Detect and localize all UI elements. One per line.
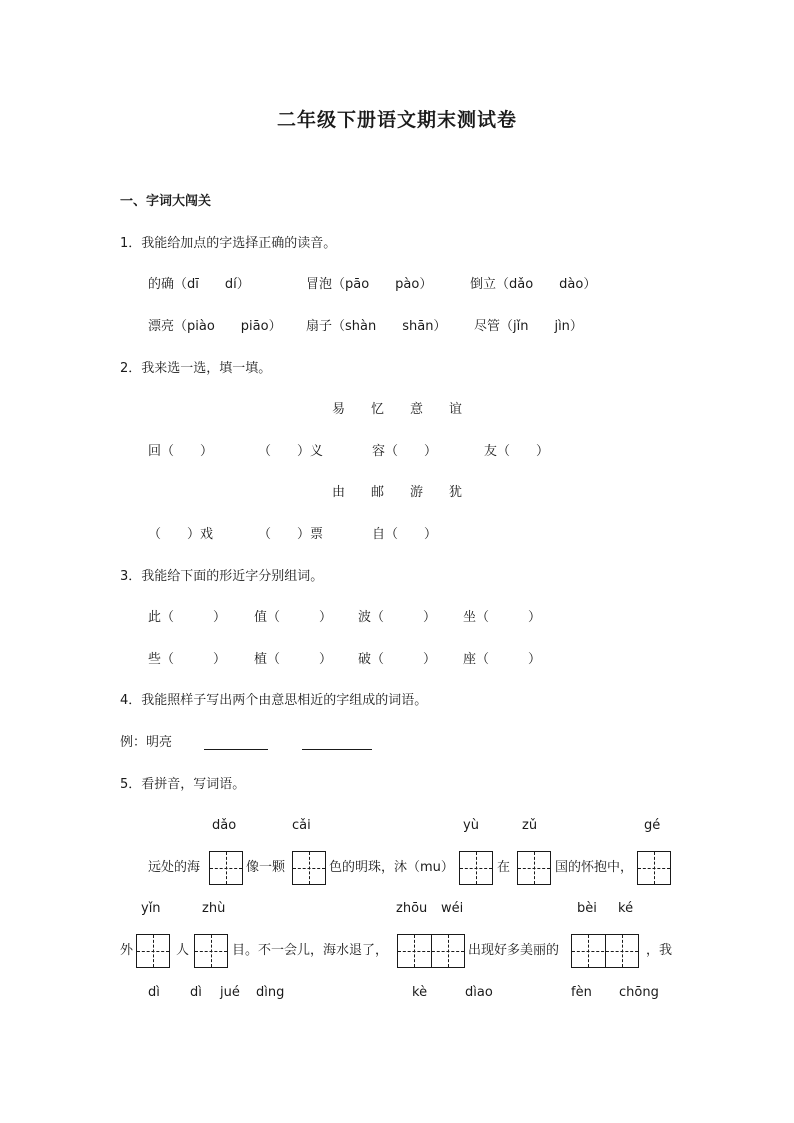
pinyin-label: zhù — [202, 901, 226, 916]
q1-option: 倒立（dǎo dào） — [470, 277, 597, 292]
pinyin-label: yǐn — [141, 901, 161, 916]
pinyin-label: kè — [412, 985, 428, 1000]
pinyin-label: dìao — [465, 985, 493, 1000]
answer-blank[interactable] — [204, 749, 268, 750]
pinyin-label: dì — [148, 985, 160, 1000]
question-1-prompt: 1．我能给加点的字选择正确的读音。 — [120, 236, 337, 251]
passage-text: 远处的海 — [148, 860, 201, 875]
question-5-prompt: 5．看拼音，写词语。 — [120, 777, 246, 792]
q2-fill-item: 回（ ） — [148, 444, 214, 459]
writing-grid-box[interactable] — [136, 934, 170, 968]
q2-fill-item: 自（ ） — [372, 527, 438, 542]
passage-text: 目。不一会儿，海水退了， — [232, 943, 389, 958]
pinyin-label: cǎi — [292, 818, 311, 833]
passage-text: 出现好多美丽的 — [468, 943, 560, 958]
writing-grid-box[interactable] — [517, 851, 551, 885]
writing-grid-box[interactable] — [292, 851, 326, 885]
q3-word-item: 此（ ） — [148, 610, 227, 625]
q2-fill-item: 容（ ） — [372, 444, 438, 459]
answer-blank[interactable] — [302, 749, 372, 750]
pinyin-label: dǎo — [212, 818, 237, 833]
writing-grid-box[interactable] — [194, 934, 228, 968]
pinyin-label: ké — [618, 901, 634, 916]
q2-fill-item: （ ）戏 — [148, 527, 214, 542]
question-4-prompt: 4．我能照样子写出两个由意思相近的字组成的词语。 — [120, 693, 428, 708]
pinyin-label: chōng — [619, 985, 659, 1000]
section-heading: 一、字词大闯关 — [120, 194, 212, 209]
pinyin-label: dìng — [256, 985, 285, 1000]
q3-word-item: 些（ ） — [148, 652, 227, 667]
q3-word-item: 植（ ） — [254, 652, 333, 667]
passage-text: 色的明珠，沐（mu） — [329, 860, 454, 875]
pinyin-label: zhōu — [396, 901, 428, 916]
pinyin-label: wéi — [441, 901, 464, 916]
q2-char-bank-2: 由 邮 游 犹 — [331, 485, 462, 500]
pinyin-label: dì — [190, 985, 202, 1000]
q3-word-item: 座（ ） — [463, 652, 542, 667]
passage-text: 在 — [497, 860, 511, 875]
q1-option: 扇子（shàn shān） — [306, 319, 447, 334]
passage-text: 国的怀抱中， — [555, 860, 634, 875]
q2-fill-item: （ ）义 — [258, 444, 324, 459]
pinyin-label: fèn — [571, 985, 592, 1000]
q1-option: 漂亮（piào piāo） — [148, 319, 282, 334]
q1-option: 冒泡（pāo pào） — [306, 277, 433, 292]
q2-char-bank-1: 易 忆 意 谊 — [331, 402, 462, 417]
writing-grid-pair[interactable] — [571, 934, 639, 968]
passage-text: 人 — [176, 943, 190, 958]
q1-option: 尽管（jǐn jìn） — [474, 319, 583, 334]
question-3-prompt: 3．我能给下面的形近字分别组词。 — [120, 569, 324, 584]
passage-text: 外 — [120, 943, 134, 958]
writing-grid-box[interactable] — [209, 851, 243, 885]
pinyin-label: yù — [463, 818, 479, 833]
q4-example: 例：明亮 — [120, 735, 173, 750]
question-2-prompt: 2．我来选一选，填一填。 — [120, 361, 272, 376]
q3-word-item: 破（ ） — [358, 652, 437, 667]
page-title: 二年级下册语文期末测试卷 — [276, 109, 517, 131]
q2-fill-item: （ ）票 — [258, 527, 324, 542]
q3-word-item: 坐（ ） — [463, 610, 542, 625]
pinyin-label: zǔ — [522, 818, 538, 833]
q1-option: 的确（dī dí） — [148, 277, 250, 292]
passage-text: ，我 — [646, 943, 673, 958]
writing-grid-box[interactable] — [637, 851, 671, 885]
pinyin-label: jué — [220, 985, 240, 1000]
passage-text: 像一颗 — [246, 860, 286, 875]
pinyin-label: gé — [644, 818, 661, 833]
writing-grid-box[interactable] — [459, 851, 493, 885]
writing-grid-pair[interactable] — [397, 934, 465, 968]
pinyin-label: bèi — [577, 901, 597, 916]
q2-fill-item: 友（ ） — [484, 444, 550, 459]
q3-word-item: 波（ ） — [358, 610, 437, 625]
q3-word-item: 值（ ） — [254, 610, 333, 625]
